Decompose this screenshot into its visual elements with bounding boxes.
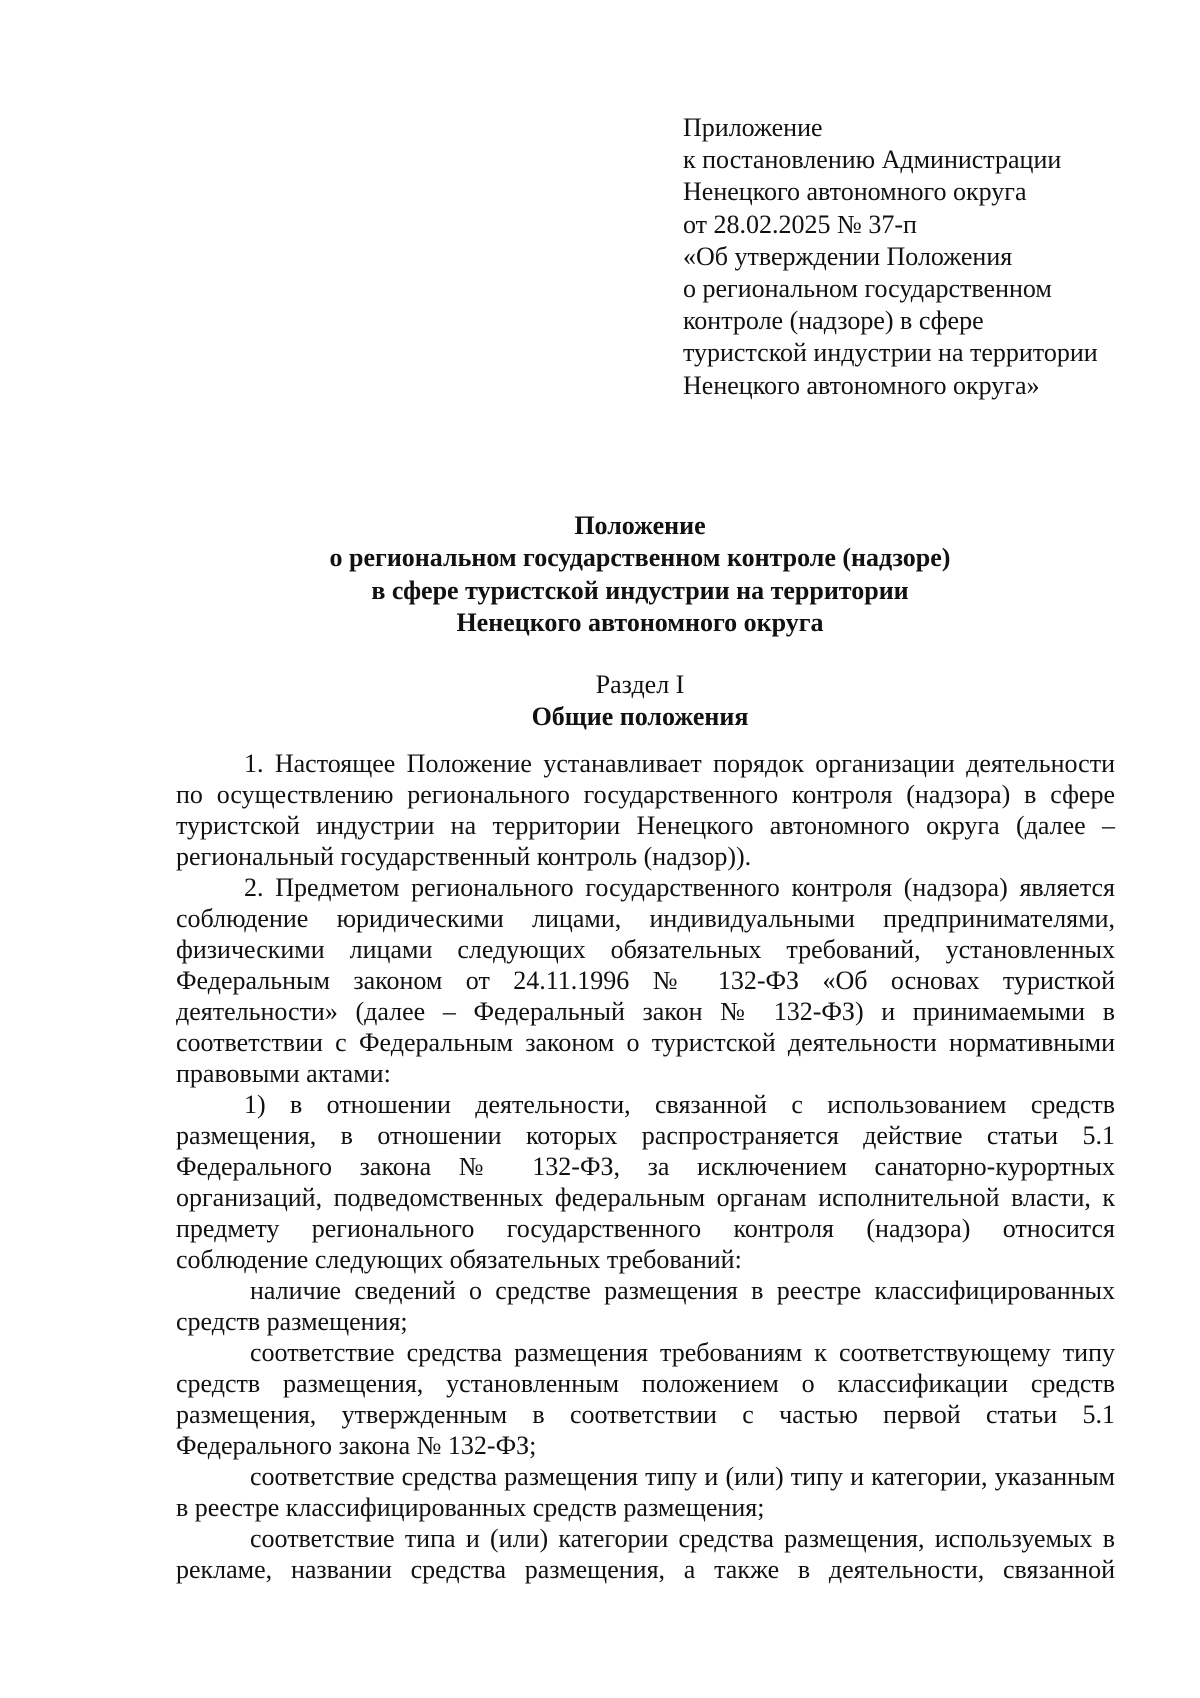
appendix-line: Ненецкого автономного округа bbox=[683, 177, 1027, 207]
appendix-line: Ненецкого автономного округа» bbox=[683, 370, 1040, 400]
paragraph: соответствие средства размещения типу и (или) типу и категории, указанным в реестре классифицированных средств размещения; bbox=[176, 1462, 1115, 1522]
appendix-header bbox=[683, 112, 1123, 402]
section-number: Раздел I bbox=[595, 670, 685, 699]
title-line: Положение bbox=[574, 511, 706, 540]
section-name: Общие положения bbox=[531, 702, 749, 731]
appendix-line: от 28.02.2025 № 37-п bbox=[683, 209, 917, 239]
appendix-line: о региональном государственном bbox=[683, 274, 1052, 304]
paragraph: 1) в отношении деятельности, связанной с использованием средств размещения, в отношении которых распространяется действие статьи 5.1 Федерального закона № 132-ФЗ, за исключением санаторно-курортных организаций, подведомственных федеральным органам исполнительной власти, к предмету регионального государственного контроля (надзора) относится соблюдение следующих обязательных требований: bbox=[176, 1090, 1115, 1274]
appendix-line: Приложение bbox=[683, 113, 823, 142]
paragraph: наличие сведений о средстве размещения в реестре классифицированных средств размещения; bbox=[176, 1276, 1115, 1336]
paragraph: соответствие средства размещения требованиям к соответствующему типу средств размещения, установленным положением о классификации средств размещения, утвержденным в соответствии с частью первой статьи 5.1 Федерального закона № 132-ФЗ; bbox=[176, 1338, 1115, 1460]
title-line: в сфере туристской индустрии на территории bbox=[371, 575, 909, 605]
title-line: Ненецкого автономного округа bbox=[456, 607, 824, 637]
title-line: о региональном государственном контроле (надзоре) bbox=[329, 543, 951, 573]
section-heading bbox=[120, 669, 1160, 733]
document-title bbox=[120, 510, 1160, 639]
appendix-line: туристской индустрии на территории bbox=[683, 338, 1098, 368]
appendix-line: контроле (надзоре) в сфере bbox=[683, 306, 984, 336]
document-body bbox=[176, 748, 1115, 1585]
paragraph: 1. Настоящее Положение устанавливает порядок организации деятельности по осуществлению регионального государственного контроля (надзора) в сфере туристской индустрии на территории Ненецкого автономного округа (далее – региональный государственный контроль (надзор)). bbox=[176, 749, 1115, 871]
paragraph: соответствие типа и (или) категории средства размещения, используемых в рекламе, названии средства размещения, а также в деятельности, связанной bbox=[176, 1524, 1115, 1584]
appendix-line: «Об утверждении Положения bbox=[683, 241, 1013, 271]
appendix-line: к постановлению Администрации bbox=[683, 145, 1062, 175]
paragraph: 2. Предметом регионального государственного контроля (надзора) является соблюдение юридическими лицами, индивидуальными предпринимателями, физическими лицами следующих обязательных требований, установленных Федеральным законом от 24.11.1996 № 132-ФЗ «Об основах туристкой деятельности» (далее – Федеральный закон № 132-ФЗ) и принимаемыми в соответствии с Федеральным законом о туристской деятельности нормативными правовыми актами: bbox=[176, 873, 1115, 1088]
